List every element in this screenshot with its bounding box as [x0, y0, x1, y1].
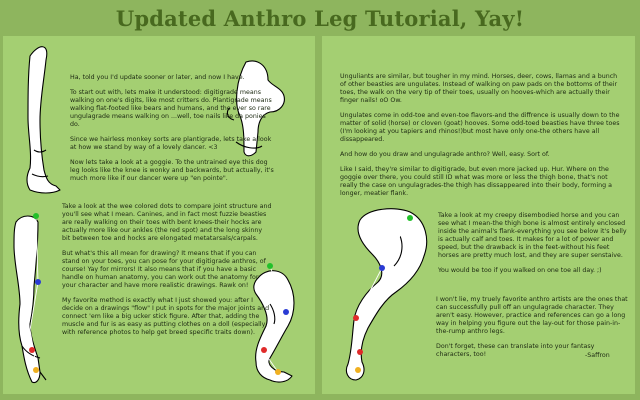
paragraph: Ungulates come in odd-toe and even-toe flavors-and the diffrence is usually down to the matter of solid (horse) or cloven (goat) hooves. Some odd-toed beasties have three toes (I'm looking at you tapiers and rhinos!)but most have only one-the others have all dissappeared.	[340, 112, 620, 143]
dancer-leg-drawing	[14, 216, 46, 383]
paragraph: I won't lie, my truely favorite anthro artists are the ones that can successfully pull off an ungulagrade character. They aren't easy. However, practice and references can go a long way in helping you figure out the lay-out for those pain-in-the-rump anthro legs.	[436, 296, 628, 335]
dancer-knee-joint	[35, 279, 41, 285]
paragraph: My favorite method is exactly what I just showed you: after I decide on a drawings "flow" I put in spots for the major joints and connect 'em like a big ucker stick figure. After that, adding the muscle and fur is as easy as putting clothes on a doll (especially with reference photos to help get breed specific traits down).	[62, 297, 270, 336]
dancer-hip-joint	[33, 213, 39, 219]
paragraph: Take a look at the wee colored dots to compare joint structure and you'll see what I mean. Canines, and in fact most fuzzie beasties are really walking on their toes with bent knees-their hocks are actually more like our ankles (the red spot) and the long skinny bit between toe and hocks are elongated metatarsals/carpals.	[62, 203, 272, 242]
page-title: Updated Anthro Leg Tutorial, Yay!	[115, 6, 525, 31]
paragraph: But what's this all mean for drawing? It means that if you can stand on your toes, you can pose for your digitigrade anthros, of course! Yay for mirrors! It also means that if you have a basic handle on human anatomy, you can work out the anatomy for your character and have more realistic drawings. Rawk on!	[62, 250, 266, 289]
paragraph: Now lets take a look at a goggie. To the untrained eye this dog leg looks like the knee is wonky and backwards, but actually, it's much more like if our dancer were up "en pointe".	[70, 159, 274, 182]
paragraph: Take a look at my creepy disembodied horse and you can see what I mean-the thigh bone is almost entirely enclosed inside the animal's flank-everything you see below it's belly is actually calf and toes. It makes for a lot of power and speed, but the drawback is in the feet-without his feet horses are pretty much lost, and they are super senstaive.	[438, 212, 627, 259]
paragraph: Like I said, they're similar to digitigrade, but even more jacked up. Hur. Where on the goggie over there, you could still ID what was more or less the thigh bone, that's not really the case on ungulagrades-the thigh has dissappeared into their body, forming a longer, meatier flank.	[340, 166, 612, 197]
signature: -Saffron	[585, 352, 610, 359]
human-leg-drawing	[27, 47, 60, 193]
paragraph: Ha, told you I'd update sooner or later, and now I have.	[70, 74, 245, 81]
dancer-toe-joint	[33, 367, 39, 373]
intro-text	[70, 74, 276, 190]
dog-ankle-joint	[261, 347, 267, 353]
paragraph: And how do you draw and ungulagrade anthro? Well, easy. Sort of.	[340, 151, 550, 158]
dancer-ankle-joint	[29, 347, 35, 353]
paragraph: Don't forget, these can translate into your fantasy characters, too!	[436, 343, 595, 358]
horse-ankle-joint	[353, 315, 359, 321]
paragraph: You would be too if you walked on one toe all day. ;)	[438, 267, 602, 274]
horse-fetlock-joint	[357, 349, 363, 355]
horse-text	[438, 212, 628, 282]
dog-knee-joint	[283, 309, 289, 315]
dog-toe-joint	[275, 369, 281, 375]
joint-text	[62, 203, 272, 344]
horse-hip-joint	[407, 215, 413, 221]
paragraph: Unguliants are similar, but tougher in my mind. Horses, deer, cows, llamas and a bunch of other beasties are ungulates. Instead of walking on paw pads on the bottoms of their toes, the walk on the very tip of their toes, usually on hooves-which are actually their finger nails! oO Ow.	[340, 73, 618, 104]
paragraph: To start out with, lets make it understood: digitigrade means walking on one's digits, like most critters do. Plantigrade means walking flat-footed like bears and humans, and the ever so rare ungulagrade means walking on ...well, toe nails like da ponies do.	[70, 89, 272, 128]
ungulate-text	[340, 73, 625, 205]
horse-toe-joint	[355, 367, 361, 373]
horse-knee-joint	[379, 265, 385, 271]
paragraph: Since we hairless monkey sorts are plantigrade, lets take a look at how we stand by way of a lovely dancer. <3	[70, 136, 272, 151]
